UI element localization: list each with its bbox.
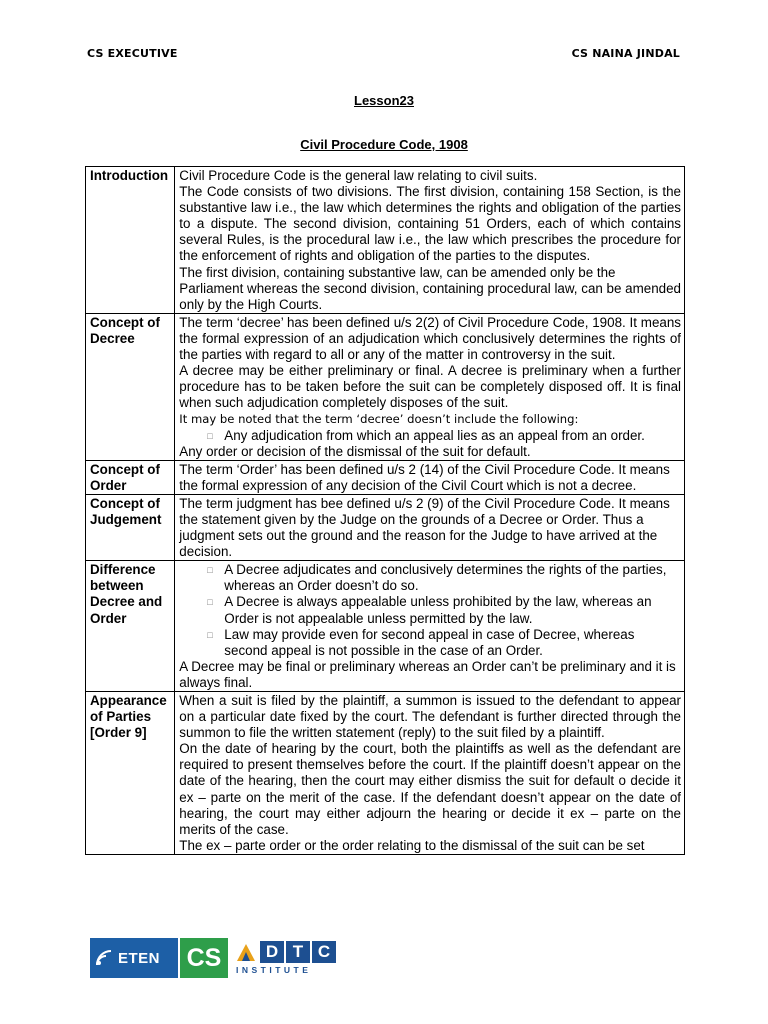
dtc-institute: INSTITUTE — [236, 965, 312, 975]
list-item: □ A Decree is always appealable unless prohibited by the law, whereas an Order is not appealable unless permitted by the law. — [207, 594, 681, 626]
row-content — [175, 313, 685, 460]
eten-logo — [90, 938, 178, 978]
list-item: □ Any adjudication from which an appeal lies as an appeal from an order. — [207, 428, 681, 444]
cs-logo: CS — [180, 938, 228, 978]
paragraph: The ex – parte order or the order relating to the dismissal of the suit can be set — [179, 837, 645, 853]
table-row — [86, 494, 685, 560]
table-row — [86, 692, 685, 855]
bullet-list — [179, 562, 681, 659]
dtc-emblem-icon — [234, 941, 258, 963]
row-label: Appearance of Parties [Order 9] — [86, 692, 175, 855]
paragraph: The term ‘Order’ has been defined u/s 2 (14) of the Civil Procedure Code. It means the formal expression of any decision of the Civil Court which is not a decree. — [179, 461, 670, 493]
dtc-letter: T — [286, 941, 310, 963]
signal-icon — [96, 950, 114, 966]
paragraph: When a suit is filed by the plaintiff, a summon is issued to the defendant to appear on a particular date fixed by the court. The defendant is further directed through the summon to file the written statement (reply) to the suit filed by a plaintiff. — [179, 693, 681, 741]
dtc-top — [234, 941, 338, 963]
bullet-list — [179, 428, 681, 444]
paragraph: A Decree may be final or preliminary whereas an Order can’t be preliminary and it is always final. — [179, 658, 676, 690]
list-item: □ A Decree adjudicates and conclusively determines the rights of the parties, whereas an Order doesn’t do so. — [207, 562, 681, 594]
row-label: Introduction — [86, 167, 175, 314]
list-item: □ Law may provide even for second appeal in case of Decree, whereas second appeal is not possible in the case of an Order. — [207, 627, 681, 659]
page-title-text: Civil Procedure Code, 1908 — [300, 137, 468, 152]
row-label: Concept of Decree — [86, 313, 175, 460]
row-content — [175, 460, 685, 494]
lesson-title: Lesson23 — [354, 93, 414, 108]
eten-text: ETEN — [118, 949, 161, 967]
table-row — [86, 167, 685, 314]
paragraph: The term ‘decree’ has been defined u/s 2(2) of Civil Procedure Code, 1908. It means the formal expression of an adjudication which conclusively determines the rights of the parties with regard to all or any of the matter in controversy in the suit. — [179, 314, 681, 363]
table-row — [86, 313, 685, 460]
dtc-logo — [234, 938, 338, 978]
page-title — [0, 137, 768, 152]
paragraph: Civil Procedure Code is the general law relating to civil suits. — [179, 168, 538, 183]
dtc-letter: D — [260, 941, 284, 963]
paragraph: The term judgment has bee defined u/s 2 (9) of the Civil Procedure Code. It means the statement given by the Judge on the grounds of a Decree or Order. Thus a judgment sets out the ground and the reason for the Judge to have arrived at the decision. — [179, 495, 670, 560]
row-label: Concept of Judgement — [86, 494, 175, 560]
paragraph: It may be noted that the term ‘decree’ doesn’t include the following: — [179, 412, 579, 427]
paragraph: A decree may be either preliminary or final. A decree is preliminary when a further procedure has to be taken before the suit can be completely disposed off. It is final when such adjudication completely disposes of the suit. — [179, 363, 681, 411]
dtc-letter: C — [312, 941, 336, 963]
row-label: Difference between Decree and Order — [86, 561, 175, 692]
table-row — [86, 460, 685, 494]
header-right: CS NAINA JINDAL — [571, 47, 680, 60]
row-content — [175, 561, 685, 692]
footer-logo — [90, 938, 338, 978]
header-left: CS EXECUTIVE — [87, 47, 178, 60]
row-content — [175, 692, 685, 855]
paragraph: Any order or decision of the dismissal of the suit for default. — [179, 443, 531, 459]
table-row — [86, 561, 685, 692]
paragraph: The Code consists of two divisions. The first division, containing 158 Section, is the substantive law i.e., the law which determines the rights and obligation of the parties to a dispute. The second division, containing 51 Orders, each of which contains several Rules, is the procedural law i.e., the law which prescribes the procedure for the enforcement of rights and obligation of the parties to the disputes. — [179, 184, 681, 264]
content-table — [85, 166, 685, 855]
row-content — [175, 494, 685, 560]
row-content — [175, 167, 685, 314]
row-label: Concept of Order — [86, 460, 175, 494]
paragraph: On the date of hearing by the court, both the plaintiffs as well as the defendant are required to present themselves before the court. If the plaintiff doesn’t appear on the date of the hearing, then the court may either dismiss the suit for default o decide it ex – parte on the merit of the case. If the defendant doesn’t appear on the date of hearing, the court may either adjourn the hearing or decide it ex – parte on the merits of the case. — [179, 741, 681, 837]
paragraph: The first division, containing substantive law, can be amended only be the Parliament whereas the second division, containing procedural law, can be amended only by the High Courts. — [179, 264, 682, 312]
